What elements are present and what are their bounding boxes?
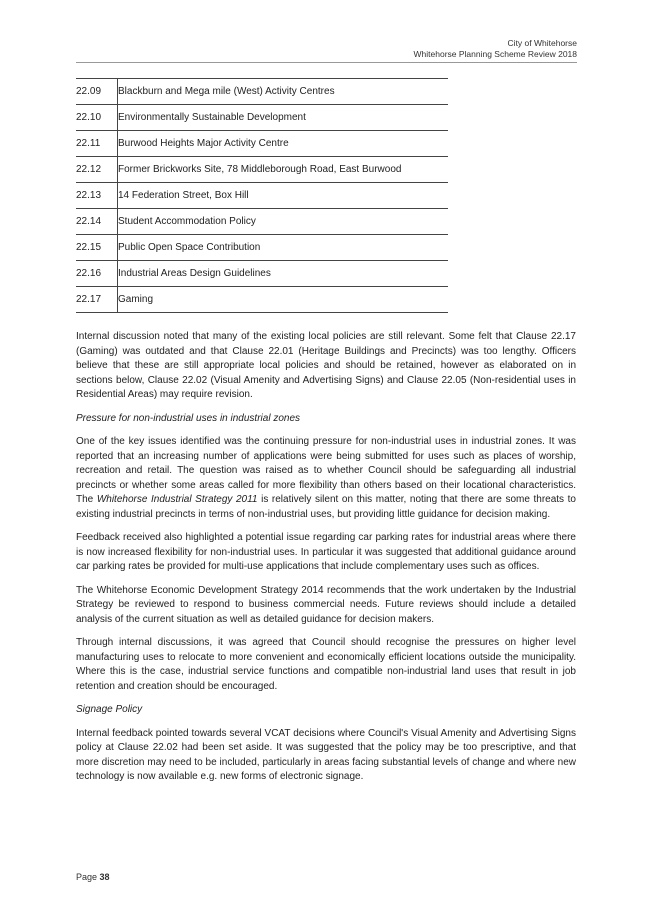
page-header [414,38,577,60]
clause-title: Public Open Space Contribution [118,235,449,261]
subheading-industrial-pressure: Pressure for non-industrial uses in industrial zones [76,412,300,424]
table-row [76,261,448,287]
clause-number: 22.15 [76,235,118,261]
header-divider [76,62,577,63]
clause-number: 22.16 [76,261,118,287]
table-row [76,287,448,313]
paragraph-text: One of the key issues identified was the continuing pressure for non-industrial uses in industrial zones. It was reported that an increasing number of applications were being submitted for uses such as places of worship, recreation and retail. The question was raised as to whether Council should be safeguarding all industrial precincts or whether some areas called for more flexibility than others based on their locational characteristics. The [76,436,576,505]
paragraph-text: is relatively silent on this matter, noting that there are some threats to existing industrial precincts in terms of non-industrial uses, but providing little guidance for decision making. [76,494,576,520]
clause-table [76,78,448,313]
clause-title: Burwood Heights Major Activity Centre [118,131,449,157]
clause-title: Environmentally Sustainable Development [118,105,449,131]
page-number: 38 [99,872,110,882]
subheading-signage-policy: Signage Policy [76,704,143,715]
strategy-title: Whitehorse Industrial Strategy 2011 [96,494,258,505]
table-row [76,79,448,105]
table-row [76,209,448,235]
header-organisation: City of Whitehorse [507,38,577,48]
paragraph-economic-strategy: The Whitehorse Economic Development Strategy 2014 recommends that the work undertaken by the Industrial Strategy be reviewed to respond to business commercial needs. Future reviews should include a detailed analysis of the current situation as well as detailed guidance for decision makers. [76,584,576,625]
body-text [76,330,576,794]
clause-title: Blackburn and Mega mile (West) Activity Centres [118,79,449,105]
page-footer [76,872,110,882]
clause-number: 22.13 [76,183,118,209]
clause-number: 22.11 [76,131,118,157]
table-row [76,235,448,261]
clause-number: 22.12 [76,157,118,183]
clause-title: Former Brickworks Site, 78 Middleborough Road, East Burwood [118,157,449,183]
clause-title: Gaming [118,287,449,313]
paragraph-signage: Internal feedback pointed towards several VCAT decisions where Council's Visual Amenity and Advertising Signs policy at Clause 22.02 had been set aside. It was suggested that the policy may be too prescriptive, and that more discretion may need to be included, particularly in areas facing substantial levels of change and where new technology is now available e.g. new forms of electronic signage. [76,727,576,782]
table-row [76,183,448,209]
clause-number: 22.17 [76,287,118,313]
clause-title: Industrial Areas Design Guidelines [118,261,449,287]
paragraph-policies-relevance: Internal discussion noted that many of the existing local policies are still relevant. Some felt that Clause 22.17 (Gaming) was outdated and that Clause 22.01 (Heritage Buildings and Precincts) was too lengthy. Officers believe that these are still appropriate local policies and should be retained, however as elaborated on in sections below, Clause 22.02 (Visual Amenity and Advertising Signs) and Clause 22.05 (Non-residential uses in Residential Areas) may require revision. [76,331,576,400]
paragraph-industrial-pressure [76,435,576,522]
clause-title: 14 Federation Street, Box Hill [118,183,449,209]
paragraph-car-parking: Feedback received also highlighted a potential issue regarding car parking rates for industrial areas where there is now increased flexibility for non-industrial uses. In particular it was suggested that additional guidance around car parking rates be provided for multi-use applications that include complementary uses such as offices. [76,532,576,572]
clause-title: Student Accommodation Policy [118,209,449,235]
table-row [76,105,448,131]
clause-number: 22.14 [76,209,118,235]
clause-number: 22.09 [76,79,118,105]
table-row [76,157,448,183]
header-document-title: Whitehorse Planning Scheme Review 2018 [413,49,577,59]
paragraph-manufacturing: Through internal discussions, it was agreed that Council should recognise the pressures on higher level manufacturing uses to relocate to more convenient and economically efficient locations outside the municipality. Where this is the case, industrial service functions and compatible non-industrial land uses that result in job retention and creation should be encouraged. [76,637,576,692]
table-row [76,131,448,157]
clause-number: 22.10 [76,105,118,131]
page-label: Page [76,872,98,882]
